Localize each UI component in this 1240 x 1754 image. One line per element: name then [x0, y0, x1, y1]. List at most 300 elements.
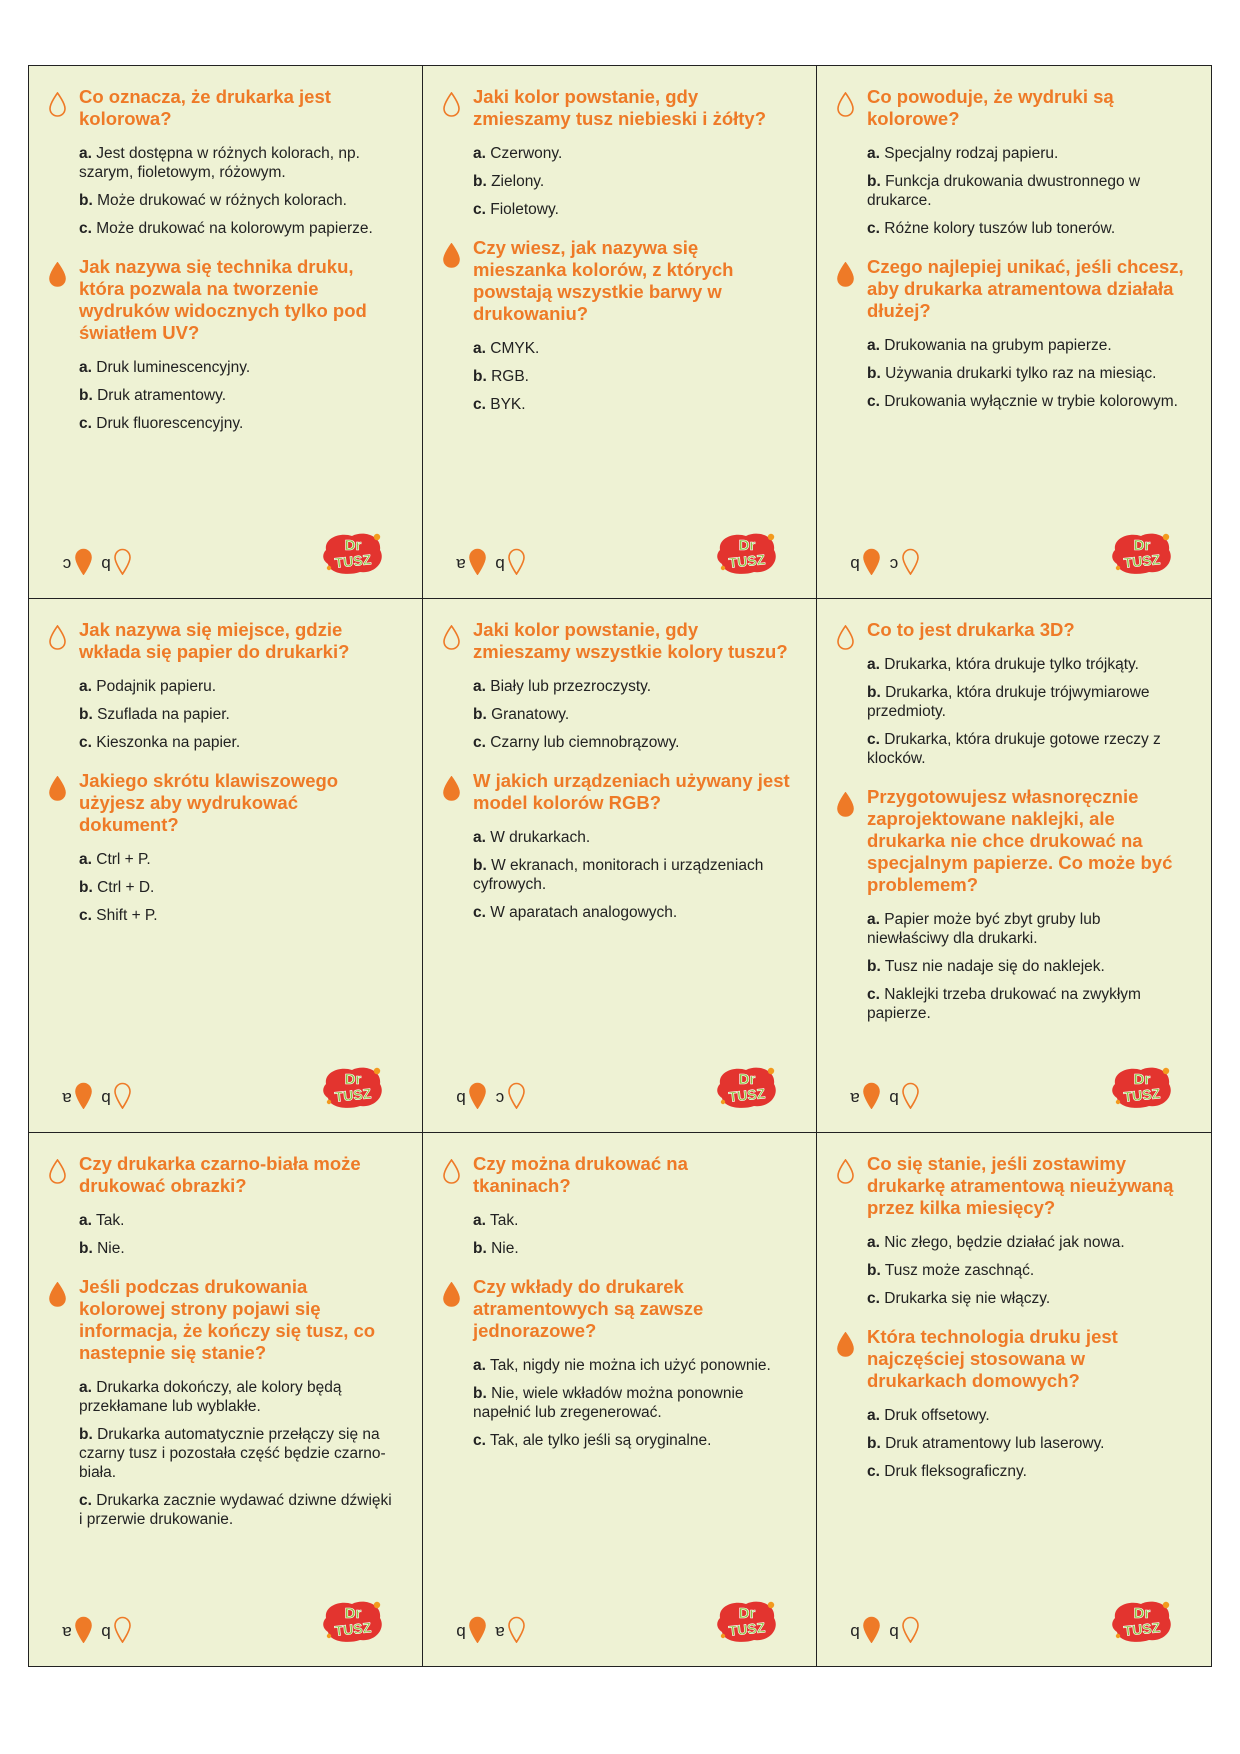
- answer-key: [849, 1616, 919, 1648]
- answer-letter: a.: [79, 1211, 92, 1229]
- answer-list: [867, 336, 1185, 411]
- answer-text: Nie, wiele wkładów można ponownie napełnić lub zregenerować.: [473, 1384, 744, 1421]
- filled-drop-svg: [837, 1332, 854, 1357]
- question-block: [49, 619, 396, 752]
- answer-key: [61, 1082, 131, 1114]
- outline-drop-svg: [443, 92, 460, 117]
- answer-letter: a.: [867, 1233, 880, 1251]
- answer-text: Tusz może zaschnąć.: [884, 1261, 1035, 1279]
- answer-text: Naklejki trzeba drukować na zwykłym papierze.: [867, 986, 1141, 1023]
- answer-text: Fioletowy.: [490, 201, 559, 218]
- answer-option: [867, 336, 1185, 355]
- dr-tusz-logo: [1109, 1598, 1175, 1644]
- answer-text: Drukowania wyłącznie w trybie kolorowym.: [884, 393, 1178, 410]
- answer-text: Jest dostępna w różnych kolorach, np. szarym, fioletowym, różowym.: [79, 145, 360, 181]
- answer-option: [79, 850, 396, 869]
- question-block: [443, 1276, 790, 1450]
- answer-key-letter: c: [62, 555, 72, 575]
- answer-option: [79, 1378, 396, 1416]
- answer-letter: a.: [79, 851, 92, 869]
- answer-key-letter: c: [889, 555, 899, 575]
- filled-pin-icon: [863, 1616, 880, 1648]
- answer-list: [867, 910, 1185, 1023]
- answer-list: [473, 1356, 790, 1450]
- logo-bottom-text: TUSZ: [333, 1084, 372, 1105]
- logo-bottom-text: TUSZ: [727, 551, 766, 572]
- answer-key-letter: b: [101, 555, 111, 575]
- answer-list: [473, 144, 790, 219]
- logo-top-text: Dr: [1133, 1070, 1151, 1088]
- question-text: Co to jest drukarka 3D?: [867, 619, 1075, 641]
- logo-top-text: Dr: [344, 537, 362, 555]
- question-block: [49, 1276, 396, 1529]
- answer-letter: a.: [473, 1356, 486, 1374]
- quiz-card: [817, 66, 1211, 599]
- answer-letter: b.: [867, 684, 881, 702]
- filled-pin-icon: [469, 1082, 486, 1114]
- answer-text: Specjalny rodzaj papieru.: [884, 145, 1059, 162]
- answer-option: [867, 985, 1185, 1023]
- answer-text: CMYK.: [490, 340, 540, 357]
- question-text: Jeśli podczas drukowania kolorowej strony pojawi się informacja, że kończy się tusz, co nastepnie się stanie?: [79, 1275, 376, 1363]
- answer-option: [473, 367, 790, 386]
- answer-key-letter: a: [850, 1088, 860, 1108]
- answer-key-letter: a: [62, 1088, 72, 1108]
- dr-tusz-logo: [714, 1064, 780, 1110]
- answer-key-outline: [100, 1082, 131, 1114]
- outline-drop-svg: [443, 1159, 460, 1184]
- answer-text: Druk fleksograficzny.: [884, 1462, 1027, 1480]
- logo-top-text: Dr: [1133, 1604, 1151, 1622]
- answer-list: [79, 144, 396, 238]
- logo-bottom-text: TUSZ: [333, 551, 372, 572]
- answer-letter: c.: [867, 986, 880, 1004]
- filled-drop-icon: [837, 262, 854, 287]
- answer-option: [473, 172, 790, 191]
- answer-letter: a.: [473, 829, 486, 847]
- outline-drop-svg: [443, 625, 460, 650]
- answer-list: [473, 339, 790, 414]
- answer-text: Czerwony.: [490, 145, 563, 162]
- answer-letter: c.: [867, 393, 880, 410]
- logo-bottom-text: TUSZ: [333, 1619, 372, 1639]
- answer-text: Może drukować w różnych kolorach.: [97, 192, 347, 209]
- answer-list: [473, 828, 790, 922]
- answer-option: [867, 364, 1185, 383]
- filled-drop-svg: [837, 792, 854, 817]
- answer-text: Tak, nigdy nie można ich użyć ponownie.: [489, 1356, 771, 1374]
- answer-key-outline: [494, 1082, 525, 1114]
- answer-key-letter: b: [456, 1622, 466, 1642]
- outline-drop-icon: [49, 625, 66, 650]
- answer-key-letter: a: [495, 1622, 505, 1642]
- answer-key-letter: c: [495, 1088, 505, 1108]
- question-block: [443, 619, 790, 752]
- answer-option: [473, 1431, 790, 1450]
- question-text: Przygotowujesz własnoręcznie zaprojektowane naklejki, ale drukarka nie chce drukować na specjalnym papierze. Co może być problemem?: [867, 786, 1173, 896]
- answer-key: [849, 1082, 919, 1114]
- answer-text: Druk atramentowy lub laserowy.: [885, 1434, 1105, 1452]
- answer-text: Drukarka dokończy, ale kolory będą przekłamane lub wyblakłe.: [79, 1378, 342, 1415]
- answer-key-letter: a: [456, 555, 466, 575]
- answer-text: Czarny lub ciemnobrązowy.: [490, 734, 680, 752]
- dr-tusz-logo: [320, 1064, 386, 1110]
- answer-list: [867, 144, 1185, 238]
- answer-text: RGB.: [491, 368, 529, 385]
- question-block: [837, 86, 1185, 238]
- filled-drop-svg: [49, 776, 66, 801]
- filled-drop-icon: [443, 776, 460, 801]
- answer-text: W ekranach, monitorach i urządzeniach cyfrowych.: [473, 857, 764, 894]
- answer-key: [455, 1082, 525, 1114]
- answer-option: [473, 1211, 790, 1230]
- answer-text: Druk atramentowy.: [97, 387, 227, 404]
- outline-pin-icon: [508, 1082, 525, 1114]
- answer-letter: a.: [867, 656, 880, 674]
- answer-letter: c.: [867, 1462, 880, 1480]
- filled-drop-icon: [49, 776, 66, 801]
- answer-text: Drukarka, która drukuje tylko trójkąty.: [884, 656, 1139, 674]
- answer-letter: b.: [79, 1239, 93, 1257]
- answer-option: [79, 1425, 396, 1482]
- answer-letter: b.: [867, 1434, 881, 1452]
- answer-letter: c.: [473, 201, 486, 218]
- answer-key-filled: [455, 548, 486, 580]
- answer-letter: b.: [867, 1261, 881, 1279]
- question-text: Jak nazywa się miejsce, gdzie wkłada się papier do drukarki?: [79, 619, 350, 663]
- filled-drop-icon: [49, 1282, 66, 1307]
- answer-text: Nic złego, będzie działać jak nowa.: [884, 1233, 1125, 1251]
- answer-list: [79, 850, 396, 925]
- quiz-card: [423, 599, 817, 1132]
- question-text: Która technologia druku jest najczęściej stosowana w drukarkach domowych?: [867, 1325, 1118, 1391]
- answer-option: [867, 1434, 1185, 1453]
- answer-text: Druk offsetowy.: [884, 1406, 990, 1424]
- question-text: Czy drukarka czarno-biała może drukować obrazki?: [79, 1152, 361, 1196]
- answer-key-outline: [888, 1616, 919, 1648]
- answer-text: Tak, ale tylko jeśli są oryginalne.: [489, 1431, 712, 1449]
- answer-text: Drukarka, która drukuje gotowe rzeczy z klocków.: [867, 731, 1161, 768]
- answer-key-outline: [494, 548, 525, 580]
- answer-letter: c.: [79, 1491, 92, 1509]
- answer-option: [473, 1239, 790, 1258]
- answer-key-filled: [61, 1082, 92, 1114]
- answer-list: [867, 1406, 1185, 1481]
- answer-key-letter: b: [850, 555, 860, 575]
- answer-letter: c.: [473, 904, 486, 922]
- logo-top-text: Dr: [1133, 537, 1151, 555]
- quiz-card-grid: [28, 65, 1212, 1667]
- question-block: [443, 86, 790, 219]
- answer-option: [867, 957, 1185, 976]
- outline-drop-icon: [443, 625, 460, 650]
- answer-list: [79, 1211, 396, 1258]
- answer-text: Ctrl + P.: [96, 851, 151, 869]
- outline-drop-svg: [49, 1159, 66, 1184]
- answer-letter: c.: [867, 1289, 880, 1307]
- answer-key-filled: [849, 548, 880, 580]
- question-text: Co powoduje, że wydruki są kolorowe?: [867, 86, 1114, 129]
- question-text: Jakiego skrótu klawiszowego użyjesz aby wydrukować dokument?: [79, 770, 339, 836]
- question-block: [837, 256, 1185, 411]
- answer-option: [867, 730, 1185, 768]
- answer-text: Biały lub przezroczysty.: [490, 678, 652, 696]
- answer-option: [79, 386, 396, 405]
- answer-text: Nie.: [491, 1239, 519, 1257]
- answer-letter: c.: [473, 396, 486, 413]
- answer-list: [867, 655, 1185, 768]
- filled-pin-icon: [75, 548, 92, 580]
- answer-option: [79, 1491, 396, 1529]
- logo-bottom-text: TUSZ: [1122, 1084, 1161, 1105]
- answer-option: [473, 395, 790, 414]
- answer-option: [79, 414, 396, 433]
- answer-letter: a.: [473, 145, 486, 162]
- outline-drop-svg: [49, 92, 66, 117]
- answer-text: Drukarka się nie włączy.: [884, 1289, 1051, 1307]
- outline-pin-icon: [114, 548, 131, 580]
- quiz-card: [29, 66, 423, 599]
- outline-drop-icon: [49, 1159, 66, 1184]
- answer-letter: a.: [79, 145, 92, 162]
- filled-drop-icon: [49, 262, 66, 287]
- answer-letter: a.: [867, 337, 880, 354]
- answer-list: [79, 677, 396, 752]
- question-text: W jakich urządzeniach używany jest model kolorów RGB?: [473, 770, 790, 814]
- answer-text: Druk luminescencyjny.: [96, 359, 251, 376]
- answer-letter: b.: [473, 173, 487, 190]
- answer-letter: b.: [473, 1239, 487, 1257]
- filled-drop-svg: [443, 243, 460, 268]
- answer-text: Tak.: [489, 1211, 519, 1229]
- answer-text: Tak.: [95, 1211, 125, 1229]
- answer-text: BYK.: [490, 396, 526, 413]
- answer-list: [79, 1378, 396, 1529]
- answer-option: [79, 219, 396, 238]
- answer-letter: b.: [473, 706, 487, 724]
- answer-letter: c.: [79, 734, 92, 752]
- logo-top-text: Dr: [738, 1604, 756, 1622]
- answer-option: [473, 705, 790, 724]
- answer-letter: a.: [867, 1406, 880, 1424]
- answer-option: [79, 705, 396, 724]
- answer-letter: c.: [79, 907, 92, 925]
- answer-letter: a.: [79, 678, 92, 696]
- answer-letter: b.: [867, 173, 881, 190]
- question-block: [837, 619, 1185, 768]
- answer-key-letter: a: [62, 1622, 72, 1642]
- logo-bottom-text: TUSZ: [1122, 1619, 1161, 1639]
- question-block: [443, 237, 790, 414]
- answer-letter: b.: [79, 706, 93, 724]
- answer-option: [867, 392, 1185, 411]
- answer-text: Kieszonka na papier.: [96, 734, 241, 752]
- answer-text: W aparatach analogowych.: [490, 904, 678, 922]
- answer-letter: c.: [79, 415, 92, 432]
- answer-text: Drukarka, która drukuje trójwymiarowe przedmioty.: [867, 684, 1150, 721]
- answer-option: [473, 1356, 790, 1375]
- outline-drop-icon: [49, 92, 66, 117]
- answer-option: [79, 191, 396, 210]
- answer-text: Granatowy.: [491, 706, 570, 724]
- question-text: Co się stanie, jeśli zostawimy drukarkę atramentową nieużywaną przez kilka miesięcy?: [867, 1152, 1174, 1218]
- answer-text: Drukarka zacznie wydawać dziwne dźwięki i przerwie drukowanie.: [79, 1491, 392, 1528]
- question-text: Czego najlepiej unikać, jeśli chcesz, aby drukarka atramentowa działała dłużej?: [867, 256, 1184, 321]
- answer-letter: c.: [473, 1431, 486, 1449]
- answer-key-letter: b: [456, 1088, 466, 1108]
- filled-pin-icon: [863, 548, 880, 580]
- answer-letter: b.: [867, 365, 881, 382]
- question-text: Co oznacza, że drukarka jest kolorowa?: [79, 86, 331, 129]
- answer-key-letter: b: [101, 1622, 111, 1642]
- answer-text: Drukowania na grubym papierze.: [884, 337, 1112, 354]
- answer-option: [473, 144, 790, 163]
- filled-pin-icon: [469, 1616, 486, 1648]
- answer-key-letter: b: [850, 1622, 860, 1642]
- question-block: [837, 786, 1185, 1023]
- logo-top-text: Dr: [738, 537, 756, 555]
- answer-option: [867, 910, 1185, 948]
- question-block: [443, 1153, 790, 1258]
- answer-key-filled: [61, 548, 92, 580]
- dr-tusz-logo: [714, 1598, 780, 1644]
- answer-list: [473, 677, 790, 752]
- answer-letter: b.: [867, 958, 881, 976]
- answer-letter: b.: [79, 1425, 93, 1443]
- answer-option: [473, 1384, 790, 1422]
- question-text: Jaki kolor powstanie, gdy zmieszamy tusz niebieski i żółty?: [473, 86, 767, 129]
- quiz-card: [423, 1133, 817, 1666]
- question-text: Czy wkłady do drukarek atramentowych są zawsze jednorazowe?: [473, 1275, 704, 1341]
- answer-letter: b.: [473, 857, 487, 875]
- outline-pin-icon: [902, 1082, 919, 1114]
- filled-drop-svg: [443, 776, 460, 801]
- quiz-card: [817, 1133, 1211, 1666]
- filled-drop-icon: [443, 243, 460, 268]
- filled-drop-icon: [443, 1282, 460, 1307]
- answer-option: [473, 856, 790, 894]
- logo-top-text: Dr: [344, 1604, 362, 1622]
- answer-text: Nie.: [97, 1239, 125, 1257]
- answer-key-outline: [100, 548, 131, 580]
- quiz-card: [29, 1133, 423, 1666]
- question-text: Czy wiesz, jak nazywa się mieszanka kolorów, z których powstają wszystkie barwy w drukowaniu?: [473, 237, 734, 324]
- answer-option: [473, 903, 790, 922]
- answer-text: Zielony.: [491, 173, 545, 190]
- filled-pin-icon: [863, 1082, 880, 1114]
- answer-key-letter: b: [101, 1088, 111, 1108]
- answer-text: Szuflada na papier.: [97, 706, 230, 724]
- answer-key: [455, 1616, 525, 1648]
- answer-text: Shift + P.: [96, 907, 158, 925]
- question-block: [837, 1326, 1185, 1481]
- answer-option: [867, 144, 1185, 163]
- answer-letter: c.: [867, 220, 880, 237]
- answer-key: [849, 548, 919, 580]
- question-block: [49, 86, 396, 238]
- question-text: Czy można drukować na tkaninach?: [473, 1152, 688, 1196]
- outline-drop-icon: [837, 1159, 854, 1184]
- answer-text: Druk fluorescencyjny.: [96, 415, 244, 432]
- filled-drop-icon: [837, 1332, 854, 1357]
- question-block: [49, 256, 396, 433]
- outline-pin-icon: [114, 1082, 131, 1114]
- outline-drop-icon: [443, 1159, 460, 1184]
- quiz-card: [817, 599, 1211, 1132]
- answer-option: [79, 1239, 396, 1258]
- logo-top-text: Dr: [738, 1070, 756, 1088]
- answer-letter: b.: [473, 1384, 487, 1402]
- answer-text: Może drukować na kolorowym papierze.: [96, 220, 373, 237]
- answer-key-outline: [888, 548, 919, 580]
- outline-pin-icon: [508, 548, 525, 580]
- answer-letter: a.: [867, 145, 880, 162]
- answer-text: Drukarka automatycznie przełączy się na czarny tusz i pozostała część będzie czarno-biała.: [79, 1425, 386, 1481]
- answer-letter: a.: [473, 678, 486, 696]
- outline-pin-icon: [902, 1616, 919, 1648]
- dr-tusz-logo: [1109, 530, 1175, 576]
- outline-pin-icon: [902, 548, 919, 580]
- answer-key: [61, 548, 131, 580]
- logo-bottom-text: TUSZ: [727, 1619, 766, 1639]
- answer-letter: a.: [79, 1378, 92, 1396]
- question-text: Jaki kolor powstanie, gdy zmieszamy wszystkie kolory tuszu?: [473, 619, 788, 663]
- answer-text: Różne kolory tuszów lub tonerów.: [884, 220, 1116, 237]
- outline-pin-icon: [508, 1616, 525, 1648]
- answer-option: [867, 219, 1185, 238]
- answer-letter: c.: [473, 734, 486, 752]
- answer-list: [867, 1233, 1185, 1308]
- answer-key-filled: [455, 1082, 486, 1114]
- answer-option: [867, 655, 1185, 674]
- filled-drop-svg: [443, 1282, 460, 1307]
- answer-text: Używania drukarki tylko raz na miesiąc.: [885, 365, 1157, 382]
- question-block: [49, 1153, 396, 1258]
- logo-top-text: Dr: [344, 1070, 362, 1088]
- answer-option: [473, 339, 790, 358]
- answer-text: Ctrl + D.: [97, 879, 155, 897]
- question-block: [837, 1153, 1185, 1308]
- filled-pin-icon: [75, 1082, 92, 1114]
- answer-text: Podajnik papieru.: [96, 678, 217, 696]
- answer-option: [867, 1406, 1185, 1425]
- answer-list: [473, 1211, 790, 1258]
- answer-key: [455, 548, 525, 580]
- filled-drop-svg: [837, 262, 854, 287]
- filled-pin-icon: [75, 1616, 92, 1648]
- answer-key-letter: b: [889, 1088, 899, 1108]
- answer-key-letter: b: [889, 1622, 899, 1642]
- answer-text: W drukarkach.: [490, 829, 591, 847]
- outline-drop-svg: [837, 625, 854, 650]
- answer-letter: c.: [867, 731, 880, 749]
- answer-option: [867, 1462, 1185, 1481]
- answer-option: [473, 200, 790, 219]
- answer-option: [473, 677, 790, 696]
- outline-drop-svg: [837, 1159, 854, 1184]
- dr-tusz-logo: [320, 1598, 386, 1644]
- answer-letter: c.: [79, 220, 92, 237]
- answer-option: [79, 906, 396, 925]
- outline-pin-icon: [114, 1616, 131, 1648]
- filled-drop-svg: [49, 262, 66, 287]
- answer-letter: b.: [79, 387, 93, 404]
- answer-letter: b.: [473, 368, 487, 385]
- filled-drop-svg: [49, 1282, 66, 1307]
- answer-option: [79, 733, 396, 752]
- outline-drop-icon: [443, 92, 460, 117]
- question-block: [443, 770, 790, 922]
